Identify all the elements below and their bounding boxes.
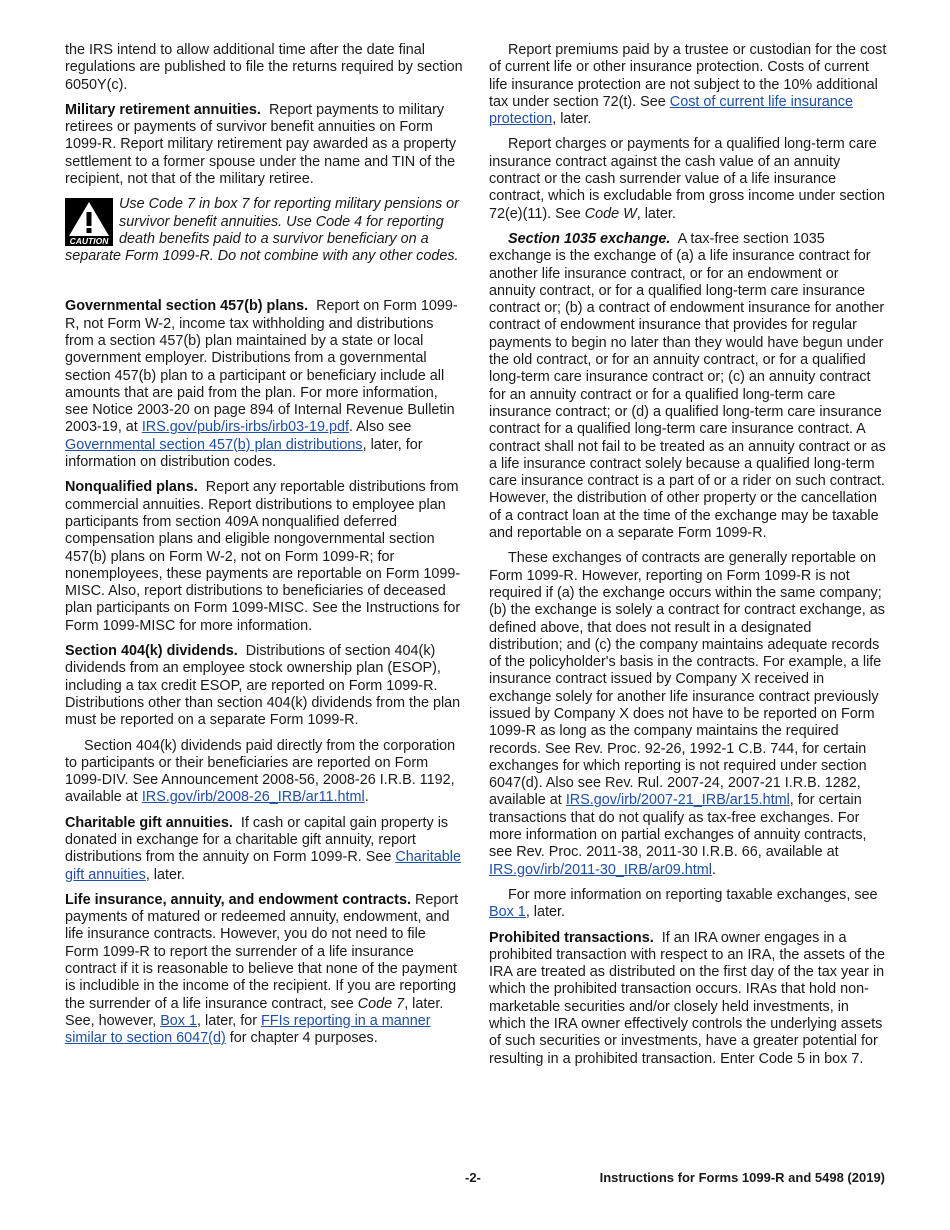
link-irb-2011-30[interactable]: IRS.gov/irb/2011-30_IRB/ar09.html [489,861,712,878]
footer-title: Instructions for Forms 1099-R and 5498 (2019) [599,1170,885,1185]
heading-nonqualified-plans: Nonqualified plans. [65,479,198,496]
heading-1035-exchange: Section 1035 exchange. [508,230,671,247]
paragraph-6050y: the IRS intend to allow additional time after the date final regulations are published to file the returns required by section 6050Y(c). [65,42,463,93]
section-nonqualified-plans: Nonqualified plans. Report any reportable distributions from commercial annuities. Report distributions to employee plan participants from section 409A nonqualified deferred compensation plans and eligible nongovernmental section 457(b) plans on Form W-2, not on Form 1099-R; for nonemployees, these payments are reportable on Form 1099-MISC. Also, report distributions to beneficiaries of deceased plan participants on Form 1099-MISC. See the Instructions for Form 1099-MISC for more information. [65,479,461,634]
caution-label: CAUTION [69,236,109,247]
section-prohibited-transactions: Prohibited transactions. If an IRA owner engages in a prohibited transaction with respect to an IRA, the assets of the IRA are treated as distributed on the first day of the tax year in which the prohibited transaction occurs. IRAs that hold non-marketable securities and/or closely held investments, in which the IRA owner effectively controls the underlying assets of such securities or investments, have a greater potential for resulting in a prohibited transaction. Enter Code 5 in box 7. [489,929,885,1067]
link-charitable-gift-annuities[interactable]: Charitable gift annuities [65,849,461,883]
paragraph-long-term-care: Report charges or payments for a qualified long-term care insurance contract against the cash value of an annuity contract or the cash surrender value of a life insurance contract, which is excludable from gross income under section 72(e)(11). See Code W, later. [489,136,885,222]
caution-text: Use Code 7 in box 7 for reporting military pensions or survivor benefit annuities. Use Code 4 for reporting death benefits paid to a survivor beneficiary on a separate Form 1099-R. Do not combine with any other codes. [65,196,459,265]
section-governmental-457b: Governmental section 457(b) plans. Report on Form 1099-R, not Form W-2, income tax withholding and distributions from a section 457(b) plan maintained by a state or local government employer. Distributions from a governmental section 457(b) plan to a participant or beneficiary include all amounts that are paid from the plan. For more information, see Notice 2003-20 on page 894 of Internal Revenue Bulletin 2003-19, at IRS.gov/pub/irs-irbs/irb03-19.pdf. Also see Governmental section 457(b) plan distributions, later, for information on distribution codes. [65,298,458,471]
heading-life-insurance: Life insurance, annuity, and endowment contracts. [65,891,411,908]
right-column [489,42,887,1076]
heading-404k-dividends: Section 404(k) dividends. [65,643,238,660]
section-1035-exchange: Section 1035 exchange. A tax-free section 1035 exchange is the exchange of (a) a life insurance contract for another life insurance contract, or for an endowment or annuity contract, or for a qualified long-term care insurance contract or; (b) a contract of endowment insurance for another contract of endowment insurance that provides for regular payments to begin no later than they would have begun under the old contract, or for an annuity contract, or for a qualified long-term care insurance contract or; (c) an annuity contract for an annuity contract or for a qualified long-term care insurance contract; or (d) a qualified long-term care insurance contract for a qualified long-term care insurance contract. A contract shall not fail to be treated as an annuity contract or as a life insurance contract solely because a qualified long-term care insurance contract is a part of or a rider on such contract. However, the distribution of other property or the cancellation of a contract loan at the time of the exchange may be taxable and reportable on a separate Form 1099-R. [489,230,886,542]
heading-military-retirement: Military retirement annuities. [65,101,261,118]
link-box-1[interactable]: Box 1 [160,1012,198,1029]
caution-note [65,196,463,282]
paragraph-premiums: Report premiums paid by a trustee or custodian for the cost of current life or other insurance protection. Costs of current life insurance protection are not subject to the 10% additional tax under section 72(t). See Cost of current life insurance protection, later. [489,42,887,128]
page-number: -2- [465,1170,481,1185]
link-irb-2008-26[interactable]: IRS.gov/irb/2008-26_IRB/ar11.html [141,789,365,806]
link-irb03-19[interactable]: IRS.gov/pub/irs-irbs/irb03-19.pdf [141,419,349,436]
section-military-retirement: Military retirement annuities. Report payments to military retirees or payments of survivor benefit annuities on Form 1099-R. Report military retirement pay awarded as a property settlement to a former spouse under the name and TIN of the recipient, not that of the military retiree. [65,101,457,188]
link-irb-2007-21[interactable]: IRS.gov/irb/2007-21_IRB/ar15.html [565,792,790,809]
paragraph-404k-direct: Section 404(k) dividends paid directly from the corporation to participants or their beneficiaries are reported on Form 1099-DIV. See Announcement 2008-56, 2008-26 I.R.B. 1192, available at IRS.gov/irb/2008-26_IRB/ar11.html. [65,737,456,806]
left-column [65,42,463,1056]
section-404k-dividends: Section 404(k) dividends. Distributions of section 404(k) dividends from an employee stock ownership plan (ESOP), including a tax credit ESOP, are reported on Form 1099-R. Distributions other than section 404(k) dividends from the plan must be reported on a separate Form 1099-R. [65,643,461,729]
caution-icon [65,198,113,246]
link-ffis-reporting[interactable]: FFIs reporting in a manner similar to section 6047(d) [65,1012,431,1047]
paragraph-reportable-exchanges: These exchanges of contracts are generally reportable on Form 1099-R. However, reporting on Form 1099-R is not required if (a) the exchange occurs within the same company; (b) the exchange is solely a contract for contract exchange, as defined above, that does not result in a designated distribution; and (c) the company maintains adequate records of the policyholder's basis in the contracts. For example, a life insurance contract issued by Company X received in exchange solely for another life insurance contract previously issued by Company X does not have to be reported on Form 1099-R as long as the company maintains the required records. See Rev. Proc. 92-26, 1992-1 C.B. 744, for certain exchanges for which reporting is not required under section 6047(d). Also see Rev. Rul. 2007-24, 2007-21 I.R.B. 1282, available at IRS.gov/irb/2007-21_IRB/ar15.html, for certain transactions that do not qualify as tax-free exchanges. For more information on partial exchanges of annuity contracts, see Rev. Proc. 2011-38, 2011-30 I.R.B. 66, available at IRS.gov/irb/2011-30_IRB/ar09.html. [489,550,885,878]
heading-prohibited-transactions: Prohibited transactions. [489,929,654,946]
paragraph-more-info: For more information on reporting taxable exchanges, see Box 1, later. [489,886,878,921]
section-charitable-gift-annuities: Charitable gift annuities. If cash or capital gain property is donated in exchange for a charitable gift annuity, report distributions from the annuity on Form 1099-R. See Charitable gift annuities, later. [65,814,461,883]
heading-governmental-457b: Governmental section 457(b) plans. [65,298,309,315]
link-cost-of-insurance[interactable]: Cost of current life insurance protection [489,93,853,128]
section-life-insurance: Life insurance, annuity, and endowment contracts. Report payments of matured or redeemed annuity, endowment, and life insurance contracts. However, you do not need to file Form 1099-R to report the surrender of a life insurance contract if it is reasonable to believe that none of the payment is includible in the income of the recipient. If you are reporting the surrender of a life insurance contract, see Code 7, later. See, however, Box 1, later, for FFIs reporting in a manner similar to section 6047(d) for chapter 4 purposes. [65,891,459,1047]
link-box-1-right[interactable]: Box 1 [489,904,526,921]
link-governmental-457b-distributions[interactable]: Governmental section 457(b) plan distributions [65,436,363,453]
heading-charitable-gift-annuities: Charitable gift annuities. [65,814,233,831]
